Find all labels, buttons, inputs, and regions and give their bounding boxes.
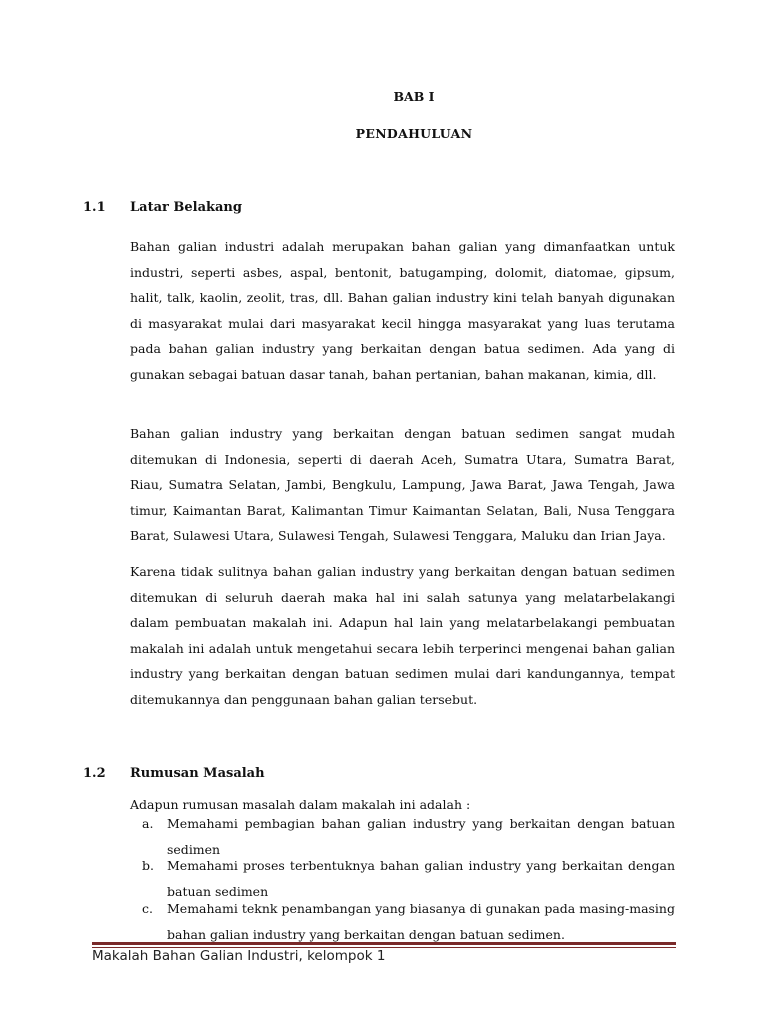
paragraph-3: Karena tidak sulitnya bahan galian industry yang berkaitan dengan batuan sedimen ditemukan di seluruh daerah maka hal ini salah satunya yang melatarbelakangi dalam pembuatan makalah ini. Adapun hal lain yang melatarbelakangi pembuatan makalah ini adalah untuk mengetahui secara lebih terperinci mengenai bahan galian industry yang berkaitan dengan batuan sedimen mulai dari kandungannya, tempat ditemukannya dan penggunaan bahan galian tersebut.	[130, 564, 675, 707]
list-item-text: Memahami pembagian bahan galian industry yang berkaitan dengan batuan sedimen	[167, 816, 675, 857]
list-item-text: Memahami teknk penambangan yang biasanya di gunakan pada masing-masing bahan galian industry yang berkaitan dengan batuan sedimen.	[167, 901, 675, 942]
footer-rule-thick	[92, 942, 676, 945]
paragraph-1: Bahan galian industri adalah merupakan bahan galian yang dimanfaatkan untuk industri, seperti asbes, aspal, bentonit, batugamping, dolomit, diatomae, gipsum, halit, talk, kaolin, zeolit, tras, dll. Bahan galian industry kini telah banyah digunakan di masyarakat mulai dari masyarakat kecil hingga masyarakat yang luas terutama pada bahan galian industry yang berkaitan dengan batua sedimen. Ada yang di gunakan sebagai batuan dasar tanah, bahan pertanian, bahan makanan, kimia, dll.	[130, 239, 675, 382]
section-title: Latar Belakang	[130, 200, 242, 215]
footer-text: Makalah Bahan Galian Industri, kelompok 1	[92, 948, 386, 964]
section-heading-1-1	[83, 200, 242, 215]
paragraph-2: Bahan galian industry yang berkaitan dengan batuan sedimen sangat mudah ditemukan di Indonesia, seperti di daerah Aceh, Sumatra Utara, Sumatra Barat, Riau, Sumatra Selatan, Jambi, Bengkulu, Lampung, Jawa Barat, Jawa Tengah, Jawa timur, Kaimantan Barat, Kalimantan Timur Kaimantan Selatan, Bali, Nusa Tenggara Barat, Sulawesi Utara, Sulawesi Tengah, Sulawesi Tenggara, Maluku dan Irian Jaya.	[130, 426, 675, 543]
chapter-title: PENDAHULUAN	[355, 126, 473, 141]
list-marker: c.	[142, 901, 153, 916]
list-intro: Adapun rumusan masalah dalam makalah ini adalah :	[130, 797, 471, 812]
section-heading-1-2	[83, 766, 265, 781]
section-title: Rumusan Masalah	[130, 766, 265, 781]
section-number: 1.2	[83, 766, 106, 781]
list-item-text: Memahami proses terbentuknya bahan galian industry yang berkaitan dengan batuan sedimen	[167, 858, 675, 899]
chapter-label: BAB I	[393, 89, 435, 104]
list-marker: b.	[142, 858, 154, 873]
list-item	[130, 896, 675, 947]
section-number: 1.1	[83, 200, 106, 215]
list-marker: a.	[142, 816, 154, 831]
